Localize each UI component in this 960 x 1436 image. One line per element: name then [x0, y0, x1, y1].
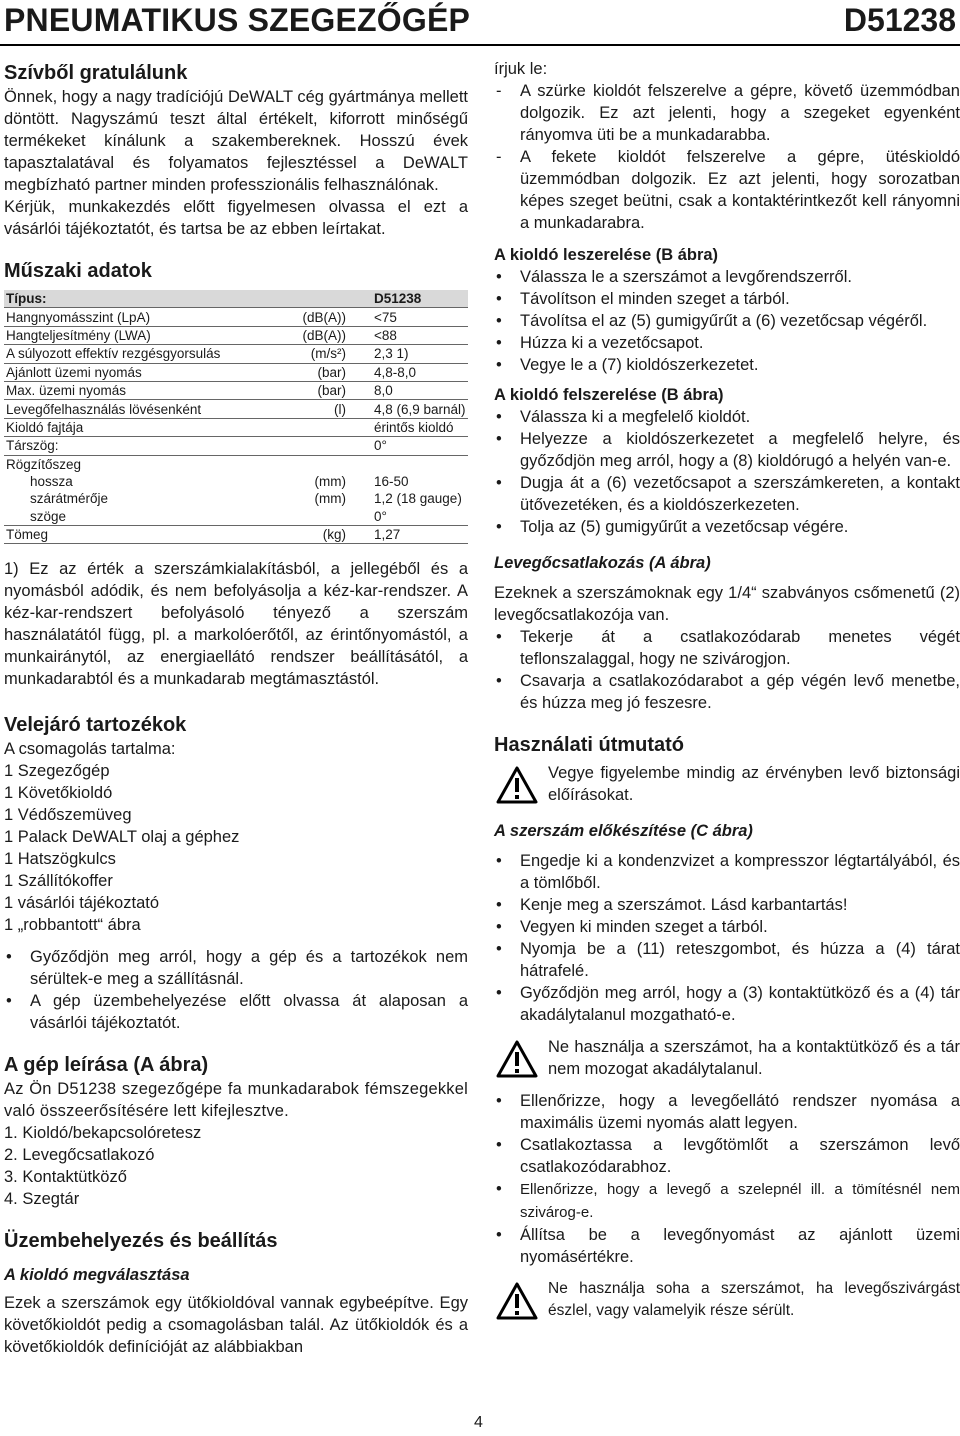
spec-unit: (kg): [264, 526, 356, 544]
description-heading: A gép leírása (A ábra): [4, 1054, 209, 1077]
bullet-icon: •: [496, 918, 502, 936]
page-header: [0, 0, 960, 48]
warning-icon: [496, 1040, 538, 1078]
trigger-remove-heading: A kioldó leszerelése (B ábra): [494, 246, 719, 264]
left-column: [4, 58, 468, 1358]
bullet-icon: •: [496, 356, 502, 374]
bullet-icon: •: [496, 518, 502, 536]
usage-heading: Használati útmutató: [494, 734, 685, 756]
spec-unit: (m/s²): [264, 345, 356, 363]
spec-label: Társzög:: [4, 437, 264, 455]
spec-value: D51238: [356, 290, 468, 308]
list-item: [494, 850, 960, 894]
bullet-icon: •: [6, 992, 12, 1011]
spec-label: Tömeg: [4, 526, 264, 544]
prep-list: [494, 850, 960, 1026]
item-text: Nyomja be a (11) reteszgombot, és húzza a (4) tárat hátrafelé.: [520, 940, 960, 980]
prep-list-2: [494, 1090, 960, 1268]
spec-unit: (l): [264, 400, 356, 418]
list-item: [494, 472, 960, 516]
item-text: Helyezze a kioldószerkezetet a megfelelő helyre, és győződjön meg arról, hogy a (8) kioldórugó a helyén van-e.: [520, 430, 960, 470]
spec-label: Rögzítőszeg: [6, 456, 82, 472]
spec-label: Hangnyomásszint (LpA): [4, 308, 264, 326]
list-item: [494, 288, 960, 310]
table-row: [4, 326, 468, 344]
list-item: [494, 146, 960, 234]
spec-unit: (bar): [264, 381, 356, 399]
spec-value: érintős kioldó: [356, 418, 468, 436]
bullet-icon: •: [496, 408, 502, 426]
spec-label: Levegőfelhasználás lövésenként: [4, 400, 264, 418]
air-connection-heading: Levegőcsatlakozás (A ábra): [494, 554, 711, 572]
bullet-icon: •: [496, 672, 502, 690]
spec-value: 4,8-8,0: [356, 363, 468, 381]
list-item: [494, 1090, 960, 1134]
table-row: [4, 526, 468, 544]
list-item: [494, 626, 960, 670]
list-item: [494, 1134, 960, 1178]
parts-list: [4, 1122, 468, 1210]
accessories-bullets: [4, 946, 468, 1034]
spec-value: 0°: [356, 437, 468, 455]
warning-text: Ne használja soha a szerszámot, ha levegőszivárgást észlel, vagy valamelyik része sérült.: [548, 1280, 960, 1319]
trigger-choice-heading: A kioldó megválasztása: [4, 1266, 190, 1285]
list-item: 4. Szegtár: [4, 1190, 80, 1209]
spec-unit: (bar): [264, 363, 356, 381]
bullet-icon: •: [496, 852, 502, 870]
continued-text: írjuk le:: [494, 60, 548, 78]
intro-paragraph: Önnek, hogy a nagy tradíciójú DeWALT cég gyártmánya mellett döntött. Nagyszámú teszt által értékelt, kiforrott minőségű termékeket kínálunk a szakembereknek. Hosszú évek tapasztalatával és folyamatos fejlesztéssel a DeWALT megbízható partner minden professzionális felhasználónak.: [4, 88, 468, 194]
list-item: 1 Hatszögkulcs: [4, 850, 116, 869]
list-item: [494, 916, 960, 938]
spec-label: A súlyozott effektív rezgésgyorsulás: [4, 345, 264, 363]
bullet-icon: •: [496, 1136, 502, 1154]
item-text: Csatlakoztassa a levgőtömlőt a szerszámon levő csatlakozódarabhoz.: [520, 1136, 960, 1176]
spec-value: 16-50: [374, 474, 409, 490]
spec-label: Hangteljesítmény (LWA): [4, 326, 264, 344]
table-row: [4, 437, 468, 455]
spec-label: Típus:: [4, 290, 264, 308]
bullet-icon: •: [496, 628, 502, 646]
intro-paragraph-2: Kérjük, munkakezdés előtt figyelmesen olvassa el ezt a vásárlói tájékoztatót, és tartsa be az ebben leírtakat.: [4, 198, 468, 238]
list-item: [494, 266, 960, 288]
table-header-row: [4, 290, 468, 308]
spec-value: 1,27: [356, 526, 468, 544]
intro-heading: Szívből gratulálunk: [4, 62, 188, 84]
list-item: [494, 406, 960, 428]
list-item: [494, 428, 960, 472]
bullet-icon: •: [496, 896, 502, 914]
bullet-text: Győződjön meg arról, hogy a gép és a tartozékok nem sérültek-e meg a szállításnál.: [30, 948, 468, 989]
item-text: Ellenőrizze, hogy a levegő a szelepnél ill. a tömítésnél nem szivárog-e.: [520, 1181, 960, 1221]
spec-unit: [264, 418, 356, 436]
table-row: [4, 308, 468, 326]
spec-value: <88: [356, 326, 468, 344]
item-text: Tolja az (5) gumigyűrűt a vezetőcsap végére.: [520, 518, 849, 536]
contact-warning: [494, 1036, 960, 1080]
bullet-icon: •: [496, 984, 502, 1002]
bullet-icon: •: [496, 474, 502, 492]
spec-unit: [264, 455, 356, 473]
air-connection-text: Ezeknek a szerszámoknak egy 1/4“ szabványos csőmenetű (2) levegőcsatlakozója van.: [494, 584, 960, 624]
table-row: [4, 418, 468, 436]
item-text: Engedje ki a kondenzvizet a kompresszor légtartályából, és a tömlőből.: [520, 852, 960, 892]
spec-value: <75: [356, 308, 468, 326]
bullet-icon: •: [6, 948, 12, 967]
accessories-list: [4, 760, 468, 936]
list-item: [494, 354, 960, 376]
bullet-icon: •: [496, 290, 502, 308]
model-number: D51238: [843, 2, 956, 38]
table-row: [4, 455, 468, 473]
list-item: 3. Kontaktütköző: [4, 1168, 127, 1187]
list-item: [494, 310, 960, 332]
list-item: [494, 1224, 960, 1268]
item-text: Válassza le a szerszámot a levgőrendszerről.: [520, 268, 852, 286]
specs-table: [4, 290, 468, 544]
bullet-icon: •: [496, 1180, 502, 1198]
warning-icon: [496, 1282, 538, 1320]
warning-text: Vegye figyelembe mindig az érvényben levő biztonsági előírásokat.: [548, 764, 960, 804]
item-text: Kenje meg a szerszámot. Lásd karbantartás!: [520, 896, 848, 914]
list-item: [494, 938, 960, 982]
list-item: [494, 516, 960, 538]
item-text: Tekerje át a csatlakozódarab menetes végét teflonszalaggal, hogy ne szivárogjon.: [520, 628, 960, 668]
dash-icon: -: [496, 148, 502, 166]
specs-footnote: 1) Ez az érték a szerszámkialakításból, a jellegéből és a nyomásból adódik, és nem befolyásolja a kéz-kar-rendszer. A kéz-kar-rendszert befolyásoló tényező a szerszám használatától függ, pl. a markolóerőtől, az érintőnyomástól, a munkairánytól, az energiaellátó rendszer beállításától, a munkadarabtól és a munkadarab megtámasztástól.: [4, 560, 468, 689]
bullet-icon: •: [496, 312, 502, 330]
spec-value: 8,0: [356, 381, 468, 399]
accessories-intro: A csomagolás tartalma:: [4, 740, 176, 759]
item-text: Húzza ki a vezetőcsapot.: [520, 334, 704, 352]
setup-text: Ezek a szerszámok egy ütőkioldóval vannak egybeépítve. Egy követőkioldót pedig a csomagolásban talál. Az ütőkioldók és a követőkioldók definícióját az alábbiakban: [4, 1294, 468, 1357]
list-item: 1. Kioldó/bekapcsolóretesz: [4, 1124, 202, 1143]
list-item: 2. Levegőcsatlakozó: [4, 1146, 155, 1165]
item-text: Vegye le a (7) kioldószerkezetet.: [520, 356, 759, 374]
item-text: Távolítson el minden szeget a tárból.: [520, 290, 790, 308]
bullet-icon: •: [496, 1226, 502, 1244]
specs-heading: Műszaki adatok: [4, 260, 152, 282]
list-item: [4, 990, 468, 1034]
item-text: Állítsa be a levegőnyomást az ajánlott üzemi nyomásértékre.: [520, 1226, 960, 1266]
list-item: 1 vásárlói tájékoztató: [4, 894, 160, 913]
list-item: [494, 670, 960, 714]
spec-unit: (dB(A)): [264, 326, 356, 344]
spec-value: 1,2 (18 gauge): [374, 491, 462, 507]
list-item: 1 Követőkioldó: [4, 784, 113, 803]
list-item: [494, 894, 960, 916]
spec-unit: [264, 290, 356, 308]
item-text: Távolítsa el az (5) gumigyűrűt a (6) vezetőcsap végéről.: [520, 312, 928, 330]
spec-unit: (dB(A)): [264, 308, 356, 326]
bullet-icon: •: [496, 334, 502, 352]
list-item: [494, 80, 960, 146]
bullet-icon: •: [496, 1092, 502, 1110]
table-row: [4, 400, 468, 418]
description-text: Az Ön D51238 szegezőgépe fa munkadarabok fémszegekkel való összeerősítésére lett kifejlesztve.: [4, 1080, 468, 1121]
trigger-install-heading: A kioldó felszerelése (B ábra): [494, 386, 724, 404]
spec-value: 2,3 1): [356, 345, 468, 363]
warning-text: Ne használja a szerszámot, ha a kontaktütköző és a tár nem mozogat akadálytalanul.: [548, 1038, 960, 1078]
table-row: [4, 345, 468, 363]
dash-icon: -: [496, 82, 502, 100]
prep-heading: A szerszám előkészítése (C ábra): [494, 822, 753, 840]
list-item: 1 Palack DeWALT olaj a géphez: [4, 828, 240, 847]
spec-label: szöge: [4, 508, 264, 526]
table-row: [4, 381, 468, 399]
list-item: [4, 946, 468, 990]
item-text: A szürke kioldót felszerelve a gépre, követő üzemmódban dolgozik. Ez azt jelenti, hogy a szegeket egyenként rányomva üti be a munkadarabba.: [520, 82, 960, 144]
spec-value: 0°: [356, 508, 468, 526]
spec-label: hossza: [30, 474, 73, 490]
bullet-icon: •: [496, 940, 502, 958]
trigger-install-list: [494, 406, 960, 538]
spec-unit: (mm): [314, 491, 346, 507]
list-item: 1 Védőszemüveg: [4, 806, 132, 825]
item-text: Vegyen ki minden szeget a tárból.: [520, 918, 768, 936]
page-number: 4: [474, 1414, 483, 1431]
spec-label: szárátmérője: [30, 491, 109, 507]
warning-icon: [496, 766, 538, 804]
item-text: Ellenőrizze, hogy a levegőellátó rendszer nyomása a maximális üzemi nyomás alatt legyen.: [520, 1092, 960, 1132]
bullet-text: A gép üzembehelyezése előtt olvassa át alaposan a vásárlói tájékoztatót.: [30, 992, 468, 1033]
right-column: [494, 58, 960, 1322]
spec-label: Ajánlott üzemi nyomás: [4, 363, 264, 381]
table-row: [4, 363, 468, 381]
spec-value: 4,8 (6,9 barnál): [356, 400, 468, 418]
list-item: 1 „robbantott“ ábra: [4, 916, 141, 935]
list-item: 1 Szegezőgép: [4, 762, 110, 781]
spec-value: [356, 455, 468, 473]
spec-unit: [264, 437, 356, 455]
bullet-icon: •: [496, 430, 502, 448]
item-text: A fekete kioldót felszerelve a gépre, ütéskioldó üzemmódban dolgozik. Ez azt jelenti, hogy sorozatban képes szeget beütni, csak a kontaktérintkezőt kell rányomni a munkadarabra.: [520, 148, 960, 232]
table-row: [4, 473, 468, 490]
trigger-remove-list: [494, 266, 960, 376]
safety-warning: [494, 762, 960, 806]
item-text: Csavarja a csatlakozódarabot a gép végén levő menetbe, és húzza meg jó feszesre.: [520, 672, 960, 712]
setup-heading: Üzembehelyezés és beállítás: [4, 1230, 278, 1253]
table-row: [4, 490, 468, 507]
list-item: 1 Szállítókoffer: [4, 872, 113, 891]
air-connection-list: [494, 626, 960, 714]
item-text: Dugja át a (6) vezetőcsapot a szerszámkereten, a kontakt ütővezetéken, és a kioldószerkezeten.: [520, 474, 960, 514]
item-text: Győződjön meg arról, hogy a (3) kontaktütköző és a (4) tár akadálytalanul mozgatható-e.: [520, 984, 960, 1024]
spec-label: Max. üzemi nyomás: [4, 381, 264, 399]
list-item: [494, 982, 960, 1026]
list-item: [494, 332, 960, 354]
item-text: Válassza ki a megfelelő kioldót.: [520, 408, 751, 426]
bullet-icon: •: [496, 268, 502, 286]
list-item: [494, 1178, 960, 1224]
accessories-heading: Velejáró tartozékok: [4, 714, 187, 737]
document-title: PNEUMATIKUS SZEGEZŐGÉP: [4, 2, 471, 38]
trigger-types-list: [494, 80, 960, 234]
header-rule: [0, 44, 960, 46]
leak-warning: [494, 1278, 960, 1322]
spec-unit: [264, 508, 356, 526]
spec-unit: (mm): [314, 474, 346, 490]
table-row: [4, 508, 468, 526]
spec-label: Kioldó fajtája: [4, 418, 264, 436]
